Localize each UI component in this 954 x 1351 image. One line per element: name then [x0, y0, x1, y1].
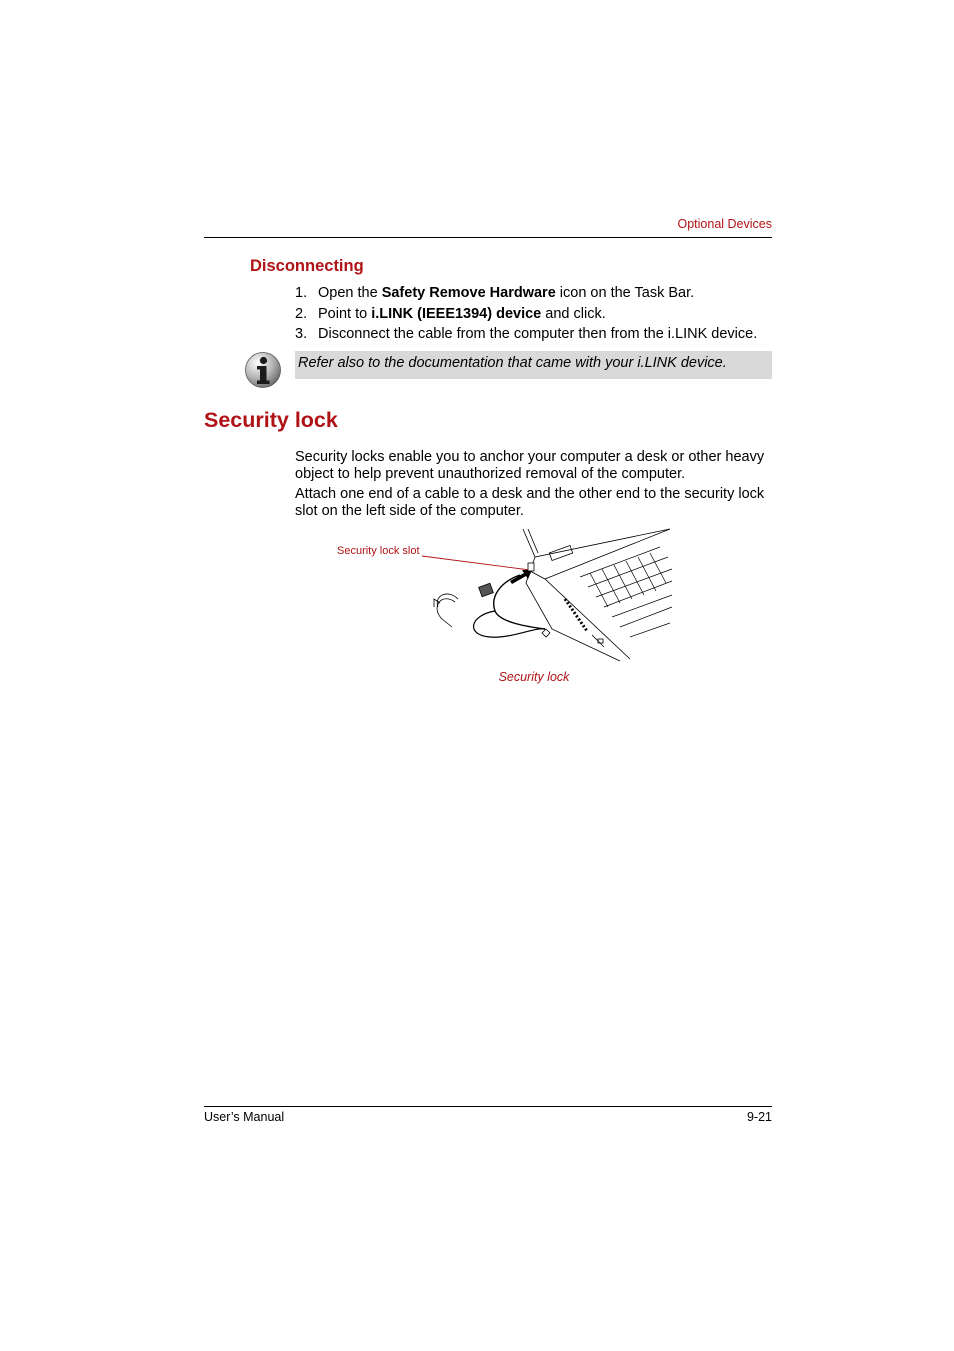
step-text: Point to	[318, 306, 372, 322]
step-bold-term: i.LINK (IEEE1394) device	[371, 306, 542, 322]
running-header: Optional Devices	[677, 217, 772, 231]
step-1	[295, 285, 694, 301]
note-text: Refer also to the documentation that came with your i.LINK device.	[298, 355, 727, 371]
security-lock-heading: Security lock	[204, 408, 338, 432]
security-paragraph-2: Attach one end of a cable to a desk and the other end to the security lock slot on the left side of the computer.	[295, 486, 765, 519]
figure-callout-label: Security lock slot	[337, 545, 420, 557]
disconnecting-heading: Disconnecting	[250, 257, 364, 275]
step-text: Open the	[318, 285, 382, 301]
step-number: 2.	[295, 306, 308, 322]
step-text-end: and click.	[541, 306, 606, 322]
security-paragraph-1: Security locks enable you to anchor your computer a desk or other heavy object to help prevent unauthorized removal of the computer.	[295, 449, 765, 482]
footer-divider	[204, 1106, 772, 1107]
step-number: 1.	[295, 285, 308, 301]
page-number: 9-21	[746, 1110, 772, 1124]
step-text-end: icon on the Task Bar.	[555, 285, 695, 301]
step-text: Disconnect the cable from the computer then from the i.LINK device.	[318, 326, 758, 342]
figure-caption: Security lock	[498, 670, 570, 684]
footer-manual-title: User’s Manual	[204, 1110, 285, 1124]
header-divider	[204, 237, 772, 238]
step-bold-term: Safety Remove Hardware	[381, 285, 556, 301]
step-number: 3.	[295, 326, 308, 342]
info-icon	[244, 351, 282, 389]
step-3	[295, 326, 757, 342]
step-2	[295, 306, 606, 322]
